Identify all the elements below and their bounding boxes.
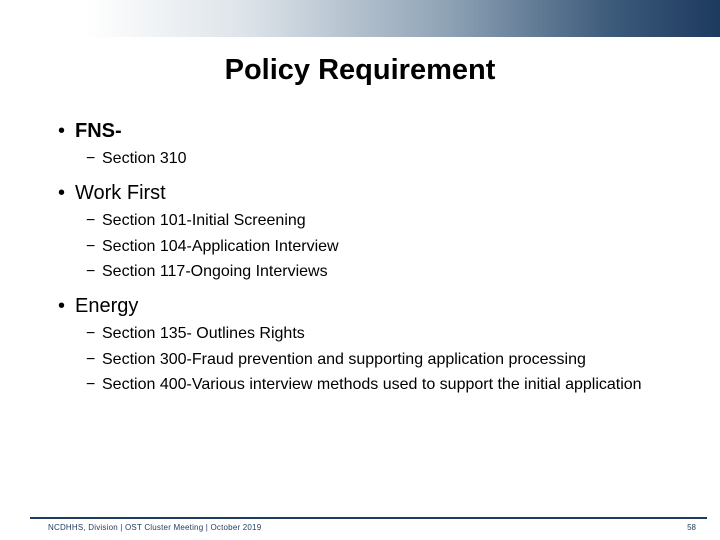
sub-item-text: Section 310 [102, 150, 187, 167]
sub-list-energy [58, 323, 678, 396]
sub-item [58, 236, 678, 258]
bullet-energy [58, 293, 678, 319]
sub-item [58, 349, 678, 371]
sub-item-text: Section 300-Fraud prevention and supporting application processing [102, 350, 586, 368]
bullet-dot-icon: • [58, 182, 66, 204]
footer-divider [30, 517, 707, 519]
footer-text: NCDHHS, Division | OST Cluster Meeting | October 2019 [48, 523, 262, 532]
bullet-fns [58, 118, 678, 144]
slide-title: Policy Requirement [224, 54, 496, 86]
sub-item [58, 323, 678, 345]
sub-item [58, 210, 678, 232]
dash-icon: − [86, 263, 96, 280]
dash-icon: − [86, 376, 96, 393]
sub-item [58, 148, 678, 170]
dash-icon: − [86, 350, 96, 368]
sub-item-text: Section 135- Outlines Rights [102, 325, 305, 342]
bullet-list [58, 118, 678, 406]
bullet-work-first [58, 180, 678, 206]
bullet-dot-icon: • [58, 295, 66, 317]
bullet-label: Work First [75, 182, 166, 204]
sub-item-text: Section 117-Ongoing Interviews [102, 263, 328, 280]
sub-item [58, 374, 678, 396]
sub-item-text: Section 104-Application Interview [102, 237, 339, 255]
sub-item-text: Section 400-Various interview methods used to support the initial application [102, 376, 642, 393]
sub-list-fns [58, 148, 678, 170]
bullet-label: Energy [75, 295, 139, 317]
sub-item [58, 261, 678, 283]
bullet-dot-icon: • [58, 120, 66, 142]
dash-icon: − [86, 212, 96, 229]
dash-icon: − [86, 237, 96, 255]
sub-list-work-first [58, 210, 678, 283]
header-gradient-band [0, 0, 720, 37]
bullet-label: FNS- [75, 120, 122, 142]
page-number: 58 [687, 523, 696, 532]
dash-icon: − [86, 150, 96, 167]
sub-item-text: Section 101-Initial Screening [102, 212, 306, 229]
dash-icon: − [86, 325, 96, 342]
